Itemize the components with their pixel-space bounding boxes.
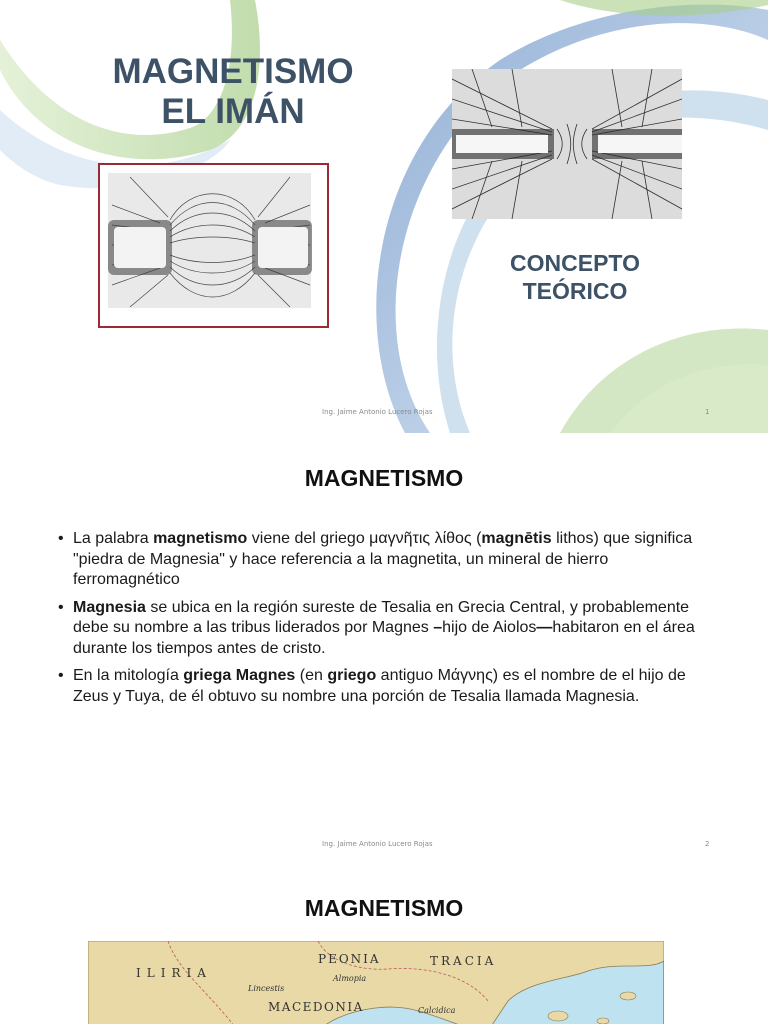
text-run: La palabra (73, 530, 154, 547)
text-run-bold: griego (327, 667, 377, 684)
footer-author: Ing. Jaime Antonio Lucero Rojas (322, 408, 433, 416)
text-run: En la mitología (73, 667, 184, 684)
title-line-1: MAGNETISMO (112, 52, 354, 91)
bullet-list (58, 529, 718, 714)
map-label-tracia: TRACIA (430, 954, 497, 968)
map-label-iliria: ILIRIA (136, 966, 212, 980)
map-label-peonia: PEONIA (318, 952, 381, 966)
slide-title: MAGNETISMO (304, 465, 464, 491)
text-run: se ubica en la región sureste de Tesalia en Grecia Central, y probablemente debe su nombre a las tribus liderados por Magnes (73, 598, 690, 636)
text-run: hijo de Aiolos (442, 619, 537, 636)
bullet-item (58, 598, 718, 660)
title-line-2: EL IMÁN (161, 92, 305, 131)
iron-filings-picture-2 (452, 69, 682, 219)
magnet-field-image-2 (452, 69, 682, 219)
page-number: 2 (705, 840, 710, 848)
text-run-bold: Magnesia (73, 598, 146, 616)
text-run: habitaron en el área durante los tiempos antes de cristo. (73, 619, 695, 657)
map-label-almopia: Almopia (333, 974, 367, 983)
text-run-bold: — (536, 619, 553, 636)
magnet-field-image (98, 163, 329, 328)
concept-label (480, 249, 670, 305)
slide-2 (0, 433, 768, 865)
text-run-bold: griega Magnes (183, 667, 296, 684)
text-run-bold: magnētis (481, 530, 552, 547)
text-run: lithos) que significa "piedra de Magnesia" y hace referencia a la magnetita, un mineral de hierro ferromagnético (73, 530, 693, 588)
slide-title: MAGNETISMO (304, 895, 464, 921)
slide-title (68, 52, 398, 132)
text-run: antiguo Μάγνης) es el nombre de el hijo de Zeus y Tuya, de él obtuvo su nombre una porción de Tesalia llamada Magnesia. (73, 667, 686, 705)
page-number: 1 (705, 408, 710, 416)
map-label-calcidica: Calcidica (418, 1006, 456, 1015)
text-run-bold: – (433, 619, 443, 636)
map-of-greece (88, 941, 664, 1024)
footer-author: Ing. Jaime Antonio Lucero Rojas (322, 840, 433, 848)
map-label-macedonia: MACEDONIA (268, 1000, 364, 1014)
bullet-item (58, 666, 718, 707)
text-run: viene del griego μαγνῆτις λίθος ( (247, 530, 482, 547)
slide-3 (0, 865, 768, 1024)
iron-filings-picture (100, 165, 327, 326)
concept-line-2: TEÓRICO (522, 278, 628, 304)
concept-line-1: CONCEPTO (510, 250, 640, 276)
slide-1 (0, 0, 768, 433)
bullet-item (58, 529, 718, 591)
text-run: (en (295, 667, 328, 684)
text-run-bold: magnetismo (153, 530, 248, 547)
map-label-lincestis: Lincestis (248, 984, 285, 993)
